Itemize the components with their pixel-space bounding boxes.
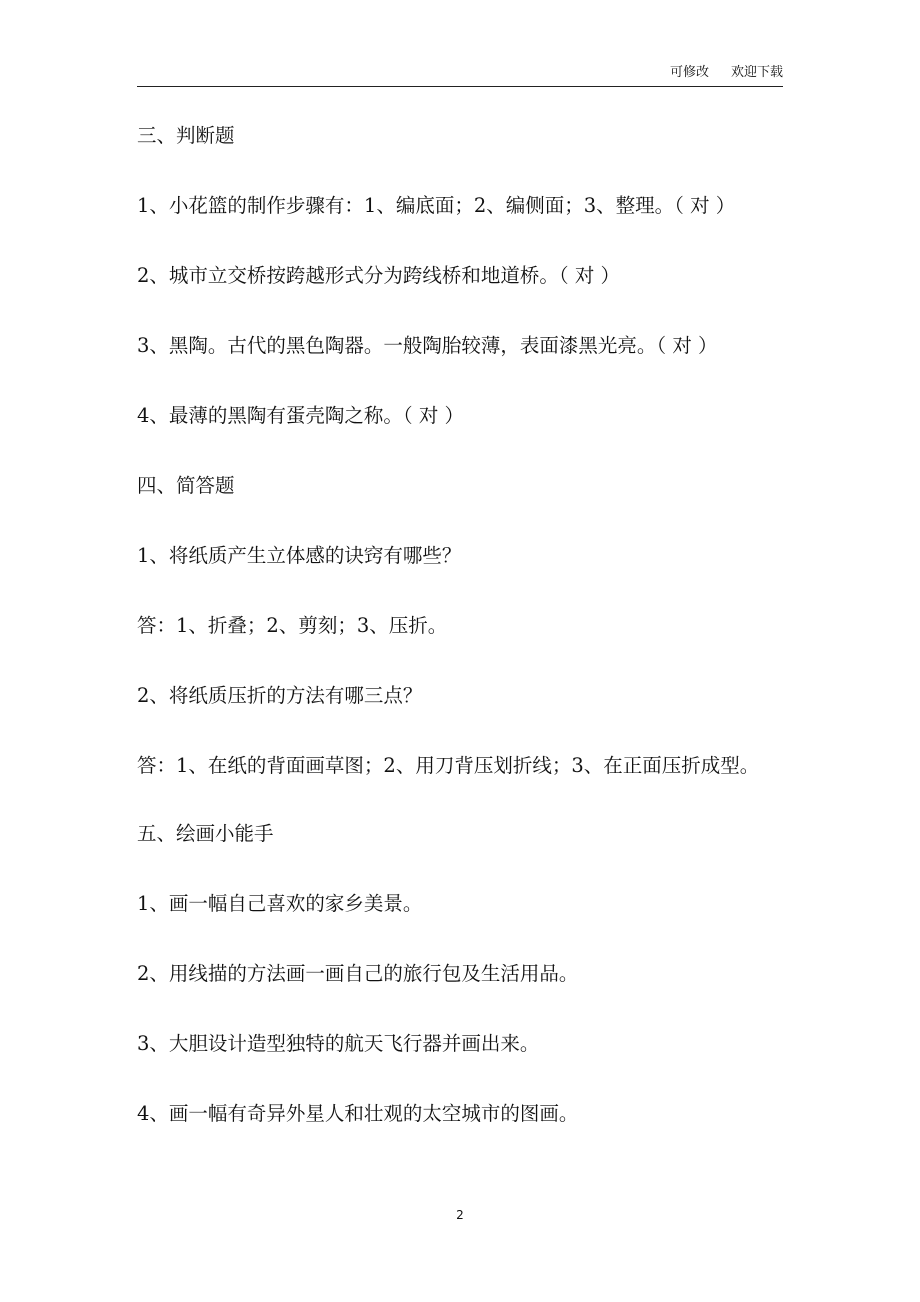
drawing-item-4: 4、画一幅有奇异外星人和壮观的太空城市的图画。 bbox=[137, 1102, 579, 1125]
question-1: 1、将纸质产生立体感的诀窍有哪些？ bbox=[137, 544, 462, 567]
judgment-item-1: 1、小花篮的制作步骤有：1、编底面；2、编侧面；3、整理。（ 对 ） bbox=[137, 194, 736, 217]
section-heading-judgment: 三、判断题 bbox=[137, 124, 235, 147]
page-number: 2 bbox=[456, 1208, 464, 1222]
header-editable-label: 可修改 bbox=[669, 65, 709, 80]
section-heading-short-answer: 四、简答题 bbox=[137, 474, 235, 497]
drawing-item-1: 1、画一幅自己喜欢的家乡美景。 bbox=[137, 892, 423, 915]
question-2: 2、将纸质压折的方法有哪三点？ bbox=[137, 684, 423, 707]
page-header bbox=[137, 64, 783, 87]
drawing-item-3: 3、大胆设计造型独特的航天飞行器并画出来。 bbox=[137, 1032, 540, 1055]
drawing-item-2: 2、用线描的方法画一画自己的旅行包及生活用品。 bbox=[137, 962, 579, 985]
header-download-label: 欢迎下载 bbox=[730, 65, 783, 80]
answer-2: 答：1、在纸的背面画草图；2、用刀背压划折线；3、在正面压折成型。 bbox=[137, 754, 760, 777]
judgment-item-4: 4、最薄的黑陶有蛋壳陶之称。（ 对 ） bbox=[137, 404, 465, 427]
section-heading-drawing: 五、绘画小能手 bbox=[137, 822, 274, 845]
judgment-item-2: 2、城市立交桥按跨越形式分为跨线桥和地道桥。（ 对 ） bbox=[137, 264, 621, 287]
judgment-item-3: 3、黑陶。古代的黑色陶器。一般陶胎较薄，表面漆黑光亮。（ 对 ） bbox=[137, 334, 718, 357]
answer-1: 答：1、折叠；2、剪刻；3、压折。 bbox=[137, 614, 448, 637]
